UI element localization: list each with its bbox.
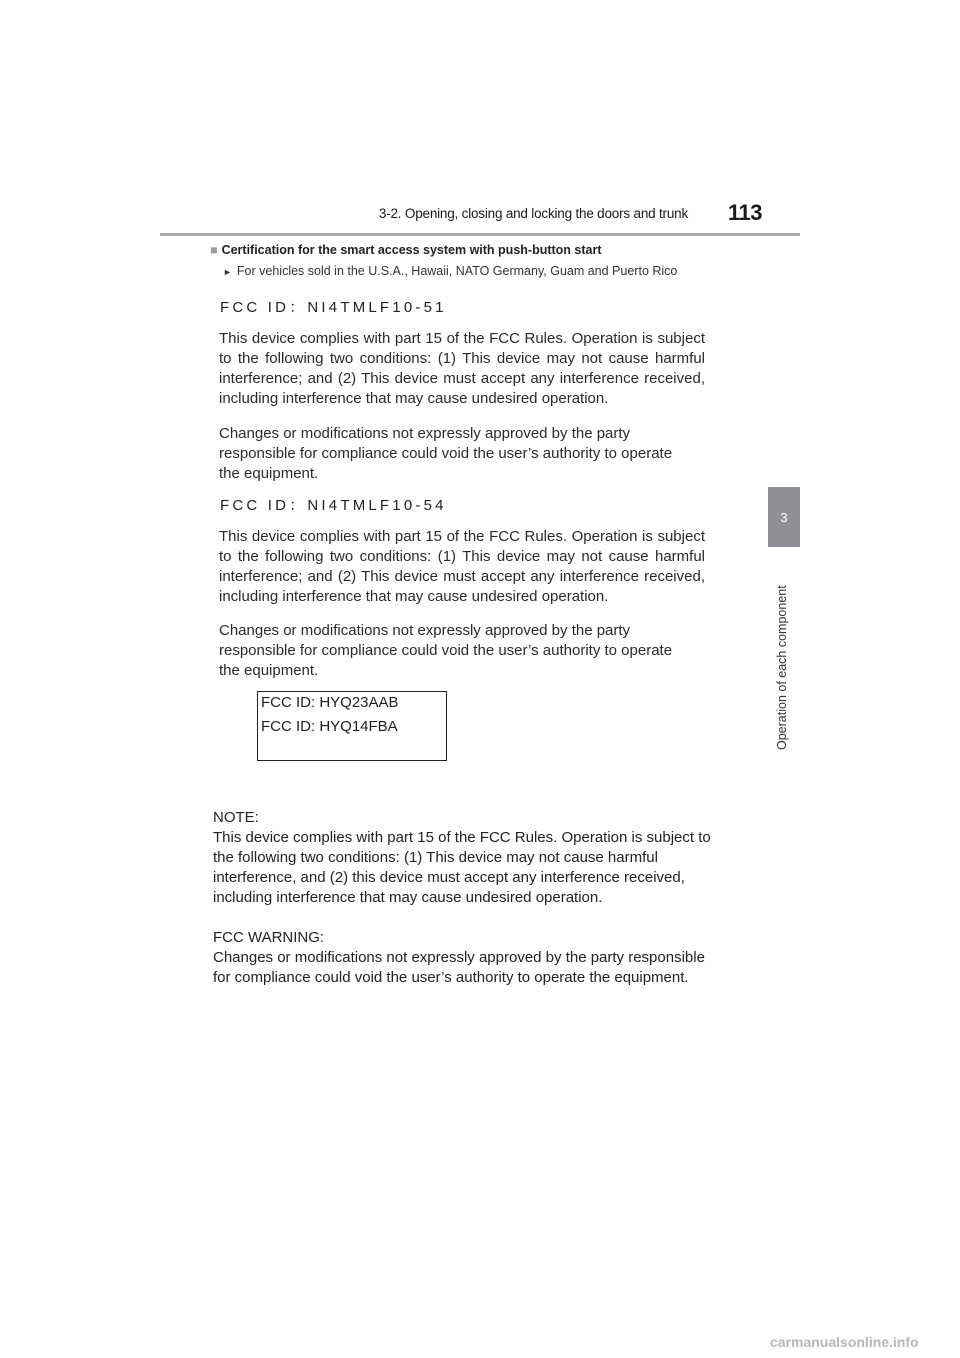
chapter-tab: [768, 487, 800, 547]
compliance-statement: This device complies with part 15 of the FCC Rules. Operation is subject to the following two conditions: (1) This device may not cause harmful interference; and (2) This device must accept any interference received, including interference that may cause undesired operation.: [219, 528, 705, 605]
chapter-tab-number: 3: [780, 509, 788, 525]
region-note: [223, 264, 677, 278]
changes-statement: Changes or modifications not expressly approved by the party responsible for compliance could void the user’s authority to operate the equipment.: [219, 425, 673, 482]
chapter-tab-label: Operation of each component: [775, 585, 789, 750]
note-text: This device complies with part 15 of the FCC Rules. Operation is subject to the following two conditions: (1) This device may not cause harmful interference, and (2) this device must accept any interference received, including interference that may cause undesired operation.: [213, 829, 711, 906]
warning-label: FCC WARNING:: [213, 929, 325, 946]
fcc-id-label: FCC ID：NI4TMLF10-54: [220, 497, 447, 514]
fcc-id-line: FCC ID: HYQ14FBA: [261, 718, 398, 735]
section-heading: [210, 243, 602, 257]
section-heading-text: Certification for the smart access system with push-button start: [221, 243, 602, 257]
region-note-text: For vehicles sold in the U.S.A., Hawaii, NATO Germany, Guam and Puerto Rico: [236, 264, 678, 278]
chapter-title: 3-2. Opening, closing and locking the doors and trunk: [378, 206, 688, 221]
warning-text: Changes or modifications not expressly approved by the party responsible for compliance could void the user’s authority to operate the equipment.: [213, 949, 705, 986]
header-divider: [160, 233, 800, 236]
fcc-id-line: FCC ID: HYQ23AAB: [261, 694, 399, 711]
compliance-statement: This device complies with part 15 of the FCC Rules. Operation is subject to the following two conditions: (1) This device may not cause harmful interference; and (2) This device must accept any interference received, including interference that may cause undesired operation.: [219, 330, 705, 407]
square-bullet-icon: ■: [210, 243, 218, 257]
footer-watermark: carmanualsonline.info: [770, 1334, 919, 1350]
fcc-id-label: FCC ID：NI4TMLF10-51: [220, 299, 447, 316]
changes-statement: Changes or modifications not expressly approved by the party responsible for compliance could void the user’s authority to operate the equipment.: [219, 622, 673, 679]
note-label: NOTE:: [213, 809, 259, 826]
page-number: 113: [728, 200, 762, 225]
triangle-bullet-icon: ►: [223, 267, 232, 277]
